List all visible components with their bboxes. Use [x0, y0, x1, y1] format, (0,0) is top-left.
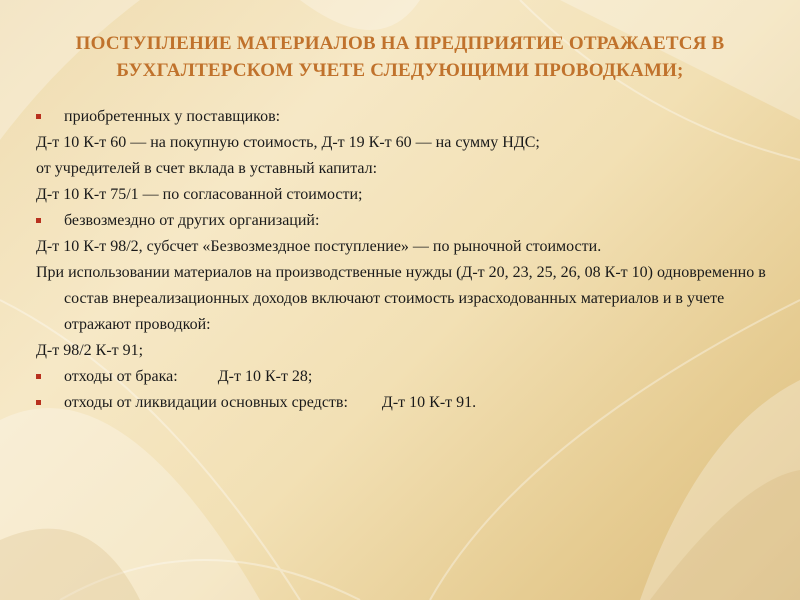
text-line-entry-free-receipt: Д-т 10 К-т 98/2, субсчет «Безвозмездное поступление» — по рыночной стоимости. [36, 238, 602, 255]
bullet-square-icon [36, 218, 41, 223]
bullet-label: отходы от ликвидации основных средств: [64, 394, 348, 411]
bullet-text: приобретенных у поставщиков: [64, 108, 281, 125]
bullet-entry: Д-т 10 К-т 91. [381, 394, 477, 411]
slide-title-line-1: ПОСТУПЛЕНИЕ МАТЕРИАЛОВ НА ПРЕДПРИЯТИЕ ОТРАЖАЕТСЯ В [75, 33, 725, 54]
bullet-text: безвозмездно от других организаций: [64, 212, 320, 229]
bullet-square-icon [36, 114, 41, 119]
slide-title-line-2: БУХГАЛТЕРСКОМ УЧЕТЕ СЛЕДУЮЩИМИ ПРОВОДКАМИ; [116, 60, 684, 81]
bullet-item-suppliers [36, 104, 786, 130]
text-line-entry-production-use: Д-т 98/2 К-т 91; [36, 342, 144, 359]
bullet-label: отходы от брака: [64, 368, 178, 385]
slide-title [20, 30, 780, 84]
bullet-entry: Д-т 10 К-т 28; [217, 368, 313, 385]
text-line-entry-suppliers: Д-т 10 К-т 60 — на покупную стоимость, Д-т 19 К-т 60 — на сумму НДС; [36, 134, 540, 151]
bullet-item-scrap-liquidation [36, 390, 786, 416]
text-line-entry-founders: Д-т 10 К-т 75/1 — по согласованной стоимости; [36, 186, 363, 203]
bullet-square-icon [36, 374, 41, 379]
bullet-item-free-receipt [36, 208, 786, 234]
bullet-item-scrap-defects [36, 364, 786, 390]
paragraph-production-use: При использовании материалов на производственные нужды (Д-т 20, 23, 25, 26, 08 К-т 10) одновременно в состав внереализационных доходов включают стоимость израсходованных материалов и в учете отражают проводкой: [36, 264, 766, 333]
text-line-founders: от учредителей в счет вклада в уставный капитал: [36, 160, 378, 177]
slide-body [36, 104, 786, 416]
bullet-square-icon [36, 400, 41, 405]
